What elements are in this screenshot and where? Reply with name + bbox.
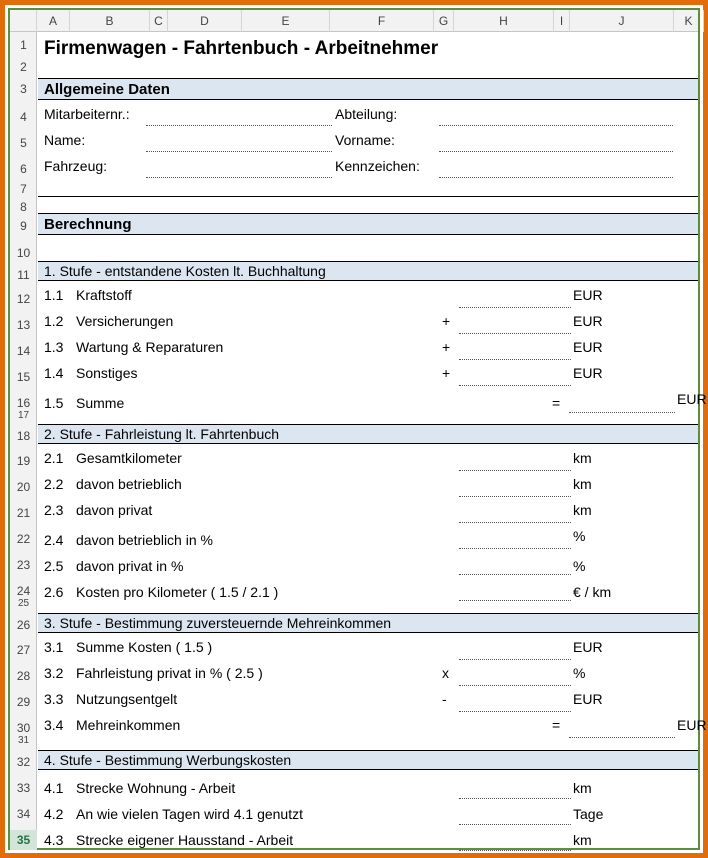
row-number: 3.1 — [44, 639, 64, 655]
row-header[interactable]: 1 — [20, 38, 27, 52]
vehicle-label: Fahrzeug: — [44, 158, 108, 174]
column-header-f[interactable]: F — [330, 10, 434, 32]
column-header-b[interactable]: B — [70, 10, 150, 32]
sum-value-field[interactable] — [569, 412, 675, 413]
select-all-corner[interactable] — [10, 10, 37, 32]
unit-label: km — [573, 832, 592, 848]
private-km-field[interactable] — [459, 522, 571, 523]
section-stage2 — [38, 424, 698, 444]
row-header[interactable]: 26 — [16, 618, 31, 632]
unit-label: % — [573, 528, 586, 544]
vehicle-field[interactable] — [146, 177, 332, 178]
first-name-label: Vorname: — [335, 132, 395, 148]
row-label: davon betrieblich — [76, 476, 182, 492]
section-general-heading: Allgemeine Daten — [44, 81, 170, 98]
row-number: 1.2 — [44, 313, 64, 329]
row-label: Strecke Wohnung - Arbeit — [76, 780, 236, 796]
row-header[interactable]: 17 — [17, 410, 30, 421]
section-calculation-heading: Berechnung — [44, 216, 132, 233]
unit-label: EUR — [677, 391, 707, 407]
row-number: 2.2 — [44, 476, 64, 492]
row-header[interactable]: 29 — [16, 695, 31, 709]
row-header[interactable]: 10 — [16, 246, 31, 260]
row-number: 2.5 — [44, 558, 64, 574]
unit-label: EUR — [573, 339, 603, 355]
row-header[interactable]: 27 — [16, 643, 31, 657]
row-header[interactable]: 19 — [16, 454, 31, 468]
column-header-k[interactable]: K — [674, 10, 704, 32]
section-stage1 — [38, 261, 698, 281]
other-value-field[interactable] — [459, 385, 571, 386]
name-label: Name: — [44, 132, 86, 148]
operator: + — [442, 339, 451, 355]
extra-income-field[interactable] — [569, 737, 675, 738]
row-number: 1.4 — [44, 365, 64, 381]
row-number: 4.2 — [44, 806, 64, 822]
section-calculation — [38, 213, 698, 235]
row-number: 4.1 — [44, 780, 64, 796]
stage4-heading: 4. Stufe - Bestimmung Werbungskosten — [44, 752, 292, 768]
section-stage3 — [38, 613, 698, 633]
column-header-a[interactable]: A — [37, 10, 70, 32]
private-percent-field[interactable] — [459, 574, 571, 575]
row-number: 1.1 — [44, 287, 64, 303]
unit-label: Tage — [573, 806, 604, 822]
row-header[interactable]: 12 — [16, 292, 31, 306]
row-header[interactable]: 9 — [20, 219, 27, 233]
private-share-field[interactable] — [459, 685, 571, 686]
department-label: Abteilung: — [335, 106, 398, 122]
row-header[interactable]: 32 — [16, 755, 31, 769]
column-header-bar — [10, 10, 698, 32]
spreadsheet-view — [8, 8, 707, 850]
plate-label: Kennzeichen: — [335, 158, 420, 174]
row-header[interactable]: 21 — [16, 506, 31, 520]
row-label: Fahrleistung privat in % ( 2.5 ) — [76, 665, 263, 681]
column-header-c[interactable]: C — [150, 10, 168, 32]
commute-days-field[interactable] — [459, 824, 571, 825]
section-stage4 — [38, 750, 698, 770]
cost-per-km-field[interactable] — [459, 600, 571, 601]
document-title: Firmenwagen - Fahrtenbuch - Arbeitnehmer — [44, 38, 439, 59]
column-header-d[interactable]: D — [168, 10, 242, 32]
column-header-i[interactable]: I — [554, 10, 570, 32]
stage1-heading: 1. Stufe - entstandene Kosten lt. Buchhaltung — [44, 263, 326, 279]
row-header[interactable]: 6 — [20, 162, 27, 176]
row-header[interactable]: 23 — [16, 558, 31, 572]
row-header[interactable]: 4 — [20, 110, 27, 124]
row-label: Nutzungsentgelt — [76, 691, 178, 707]
row-number: 1.3 — [44, 339, 64, 355]
business-percent-field[interactable] — [459, 548, 571, 549]
row-header[interactable]: 30 — [16, 721, 31, 735]
operator: = — [552, 717, 561, 733]
row-number: 4.3 — [44, 832, 64, 848]
operator: = — [552, 395, 561, 411]
row-label: Gesamtkilometer — [76, 450, 182, 466]
employee-no-label: Mitarbeiternr.: — [44, 106, 130, 122]
row-label: Mehreinkommen — [76, 717, 181, 733]
sheet-grid — [38, 32, 707, 848]
unit-label: € / km — [573, 584, 612, 600]
employee-no-field[interactable] — [146, 125, 332, 126]
row-header-bar — [10, 32, 37, 848]
row-label: davon privat — [76, 502, 153, 518]
row-header[interactable]: 14 — [16, 344, 31, 358]
row-label: davon privat in % — [76, 558, 184, 574]
row-number: 2.3 — [44, 502, 64, 518]
row-label: Summe — [76, 395, 125, 411]
row-label: Sonstiges — [76, 365, 138, 381]
unit-label: EUR — [573, 639, 603, 655]
column-header-h[interactable]: H — [454, 10, 554, 32]
row-label: Kosten pro Kilometer ( 1.5 / 2.1 ) — [76, 584, 279, 600]
operator: + — [442, 365, 451, 381]
row-header[interactable]: 5 — [20, 136, 27, 150]
insurance-value-field[interactable] — [459, 333, 571, 334]
operator: x — [442, 665, 449, 681]
fuel-value-field[interactable] — [459, 307, 571, 308]
name-field[interactable] — [146, 151, 332, 152]
row-header[interactable]: 11 — [17, 268, 30, 282]
row-header[interactable]: 28 — [16, 669, 31, 683]
row-number: 3.3 — [44, 691, 64, 707]
total-cost-field[interactable] — [459, 659, 571, 660]
business-km-field[interactable] — [459, 496, 571, 497]
unit-label: % — [573, 665, 586, 681]
row-header[interactable]: 8 — [20, 200, 27, 214]
first-name-field[interactable] — [439, 151, 673, 152]
row-number: 1.5 — [44, 395, 64, 411]
unit-label: km — [573, 450, 592, 466]
row-header[interactable]: 20 — [16, 480, 31, 494]
operator: - — [442, 691, 447, 707]
unit-label: km — [573, 476, 592, 492]
column-header-e[interactable]: E — [242, 10, 330, 32]
household-km-field[interactable] — [459, 850, 571, 851]
plate-field[interactable] — [439, 177, 673, 178]
unit-label: EUR — [573, 287, 603, 303]
row-label: Wartung & Reparaturen — [76, 339, 224, 355]
row-number: 2.1 — [44, 450, 64, 466]
row-label: Versicherungen — [76, 313, 174, 329]
row-header[interactable]: 13 — [16, 318, 31, 332]
usage-fee-field[interactable] — [459, 711, 571, 712]
unit-label: EUR — [677, 717, 707, 733]
row-header[interactable]: 22 — [16, 532, 31, 546]
row-header[interactable]: 31 — [17, 735, 30, 746]
total-km-field[interactable] — [459, 470, 571, 471]
row-header[interactable]: 7 — [20, 182, 27, 196]
row-header[interactable]: 34 — [16, 807, 31, 821]
row-number: 2.6 — [44, 584, 64, 600]
divider — [38, 196, 698, 197]
row-header[interactable]: 2 — [20, 60, 27, 74]
column-header-g[interactable]: G — [434, 10, 454, 32]
row-header-active[interactable]: 35 — [10, 830, 37, 850]
row-header[interactable]: 18 — [16, 429, 31, 443]
stage3-heading: 3. Stufe - Bestimmung zuversteuernde Mehreinkommen — [44, 615, 392, 631]
commute-km-field[interactable] — [459, 798, 571, 799]
unit-label: km — [573, 502, 592, 518]
row-header[interactable]: 33 — [16, 781, 31, 795]
stage2-heading: 2. Stufe - Fahrleistung lt. Fahrtenbuch — [44, 426, 280, 442]
section-general — [38, 78, 698, 100]
row-number: 2.4 — [44, 532, 64, 548]
row-header[interactable]: 3 — [20, 82, 27, 96]
row-number: 3.2 — [44, 665, 64, 681]
unit-label: % — [573, 558, 586, 574]
row-label: Strecke eigener Hausstand - Arbeit — [76, 832, 294, 848]
department-field[interactable] — [439, 125, 673, 126]
row-header[interactable]: 15 — [16, 370, 31, 384]
row-label: An wie vielen Tagen wird 4.1 genutzt — [76, 806, 303, 822]
row-label: davon betrieblich in % — [76, 532, 213, 548]
row-number: 3.4 — [44, 717, 64, 733]
unit-label: EUR — [573, 365, 603, 381]
operator: + — [442, 313, 451, 329]
maintenance-value-field[interactable] — [459, 359, 571, 360]
row-header[interactable]: 16 — [16, 396, 31, 410]
row-label: Kraftstoff — [76, 287, 132, 303]
unit-label: EUR — [573, 313, 603, 329]
row-header[interactable]: 25 — [17, 598, 30, 609]
unit-label: EUR — [573, 691, 603, 707]
row-label: Summe Kosten ( 1.5 ) — [76, 639, 213, 655]
row-header[interactable]: 24 — [16, 584, 31, 598]
column-header-j[interactable]: J — [570, 10, 674, 32]
unit-label: km — [573, 780, 592, 796]
